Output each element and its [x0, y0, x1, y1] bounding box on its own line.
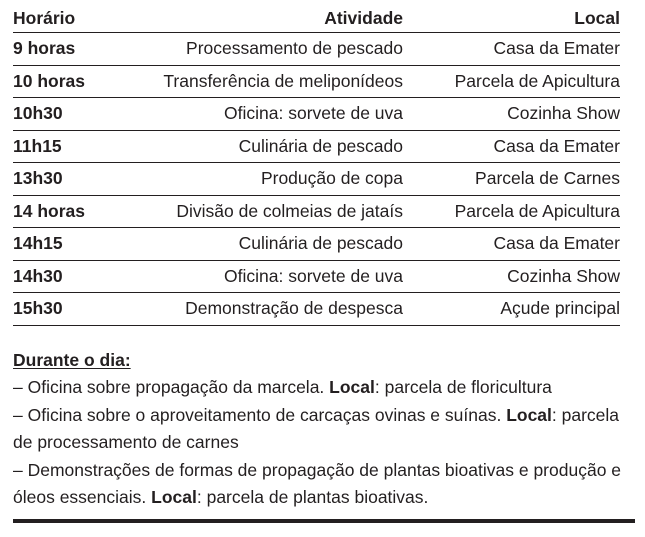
row-activity: Produção de copa — [123, 163, 403, 196]
local-label: Local — [329, 377, 375, 397]
row-location: Casa da Emater — [403, 130, 620, 163]
bottom-divider — [13, 519, 635, 523]
row-activity: Processamento de pescado — [123, 33, 403, 66]
row-activity: Culinária de pescado — [123, 130, 403, 163]
item-location: : parcela de floricultura — [374, 377, 552, 397]
row-time: 11h15 — [13, 130, 123, 163]
row-activity: Oficina: sorvete de uva — [123, 98, 403, 131]
during-day-item — [13, 374, 628, 402]
during-day-item — [13, 402, 628, 457]
row-activity: Culinária de pescado — [123, 228, 403, 261]
header-location: Local — [403, 5, 620, 33]
table-row — [13, 130, 620, 163]
row-time: 14h15 — [13, 228, 123, 261]
table-row — [13, 228, 620, 261]
item-text: – Oficina sobre o aproveitamento de carcaças ovinas e suínas. — [13, 404, 507, 425]
row-location: Parcela de Apicultura — [403, 195, 620, 228]
item-text: – Oficina sobre propagação da marcela. — [13, 377, 330, 397]
row-location: Cozinha Show — [403, 260, 620, 293]
row-time: 14h30 — [13, 260, 123, 293]
row-time: 10 horas — [13, 65, 123, 98]
local-label: Local — [506, 404, 552, 425]
table-row — [13, 33, 620, 66]
local-label: Local — [151, 487, 197, 507]
row-location: Parcela de Apicultura — [403, 65, 620, 98]
row-activity: Divisão de colmeias de jataís — [123, 195, 403, 228]
table-row — [13, 195, 620, 228]
row-activity: Oficina: sorvete de uva — [123, 260, 403, 293]
during-day-item — [13, 457, 628, 512]
row-location: Cozinha Show — [403, 98, 620, 131]
row-location: Casa da Emater — [403, 228, 620, 261]
row-time: 13h30 — [13, 163, 123, 196]
row-activity: Demonstração de despesca — [123, 293, 403, 326]
during-day-section — [13, 347, 628, 512]
table-row — [13, 98, 620, 131]
during-day-title: Durante o dia: — [13, 349, 131, 370]
table-row — [13, 65, 620, 98]
row-activity: Transferência de meliponídeos — [123, 65, 403, 98]
schedule-document — [13, 0, 633, 512]
row-time: 14 horas — [13, 195, 123, 228]
table-header-row — [13, 5, 620, 33]
table-row — [13, 163, 620, 196]
row-time: 9 horas — [13, 33, 123, 66]
row-location: Parcela de Carnes — [403, 163, 620, 196]
table-row — [13, 293, 620, 326]
header-activity: Atividade — [123, 5, 403, 33]
item-location: : parcela de plantas bioativas. — [196, 487, 429, 507]
item-text: – Demonstrações de formas de propagação de plantas bioativas e produção e óleos essenciais. — [13, 459, 622, 507]
schedule-table — [13, 5, 620, 326]
table-row — [13, 260, 620, 293]
header-time: Horário — [13, 5, 123, 33]
row-time: 15h30 — [13, 293, 123, 326]
row-time: 10h30 — [13, 98, 123, 131]
row-location: Casa da Emater — [403, 33, 620, 66]
row-location: Açude principal — [403, 293, 620, 326]
item-location: : parcela de processamento de carnes — [13, 404, 620, 452]
